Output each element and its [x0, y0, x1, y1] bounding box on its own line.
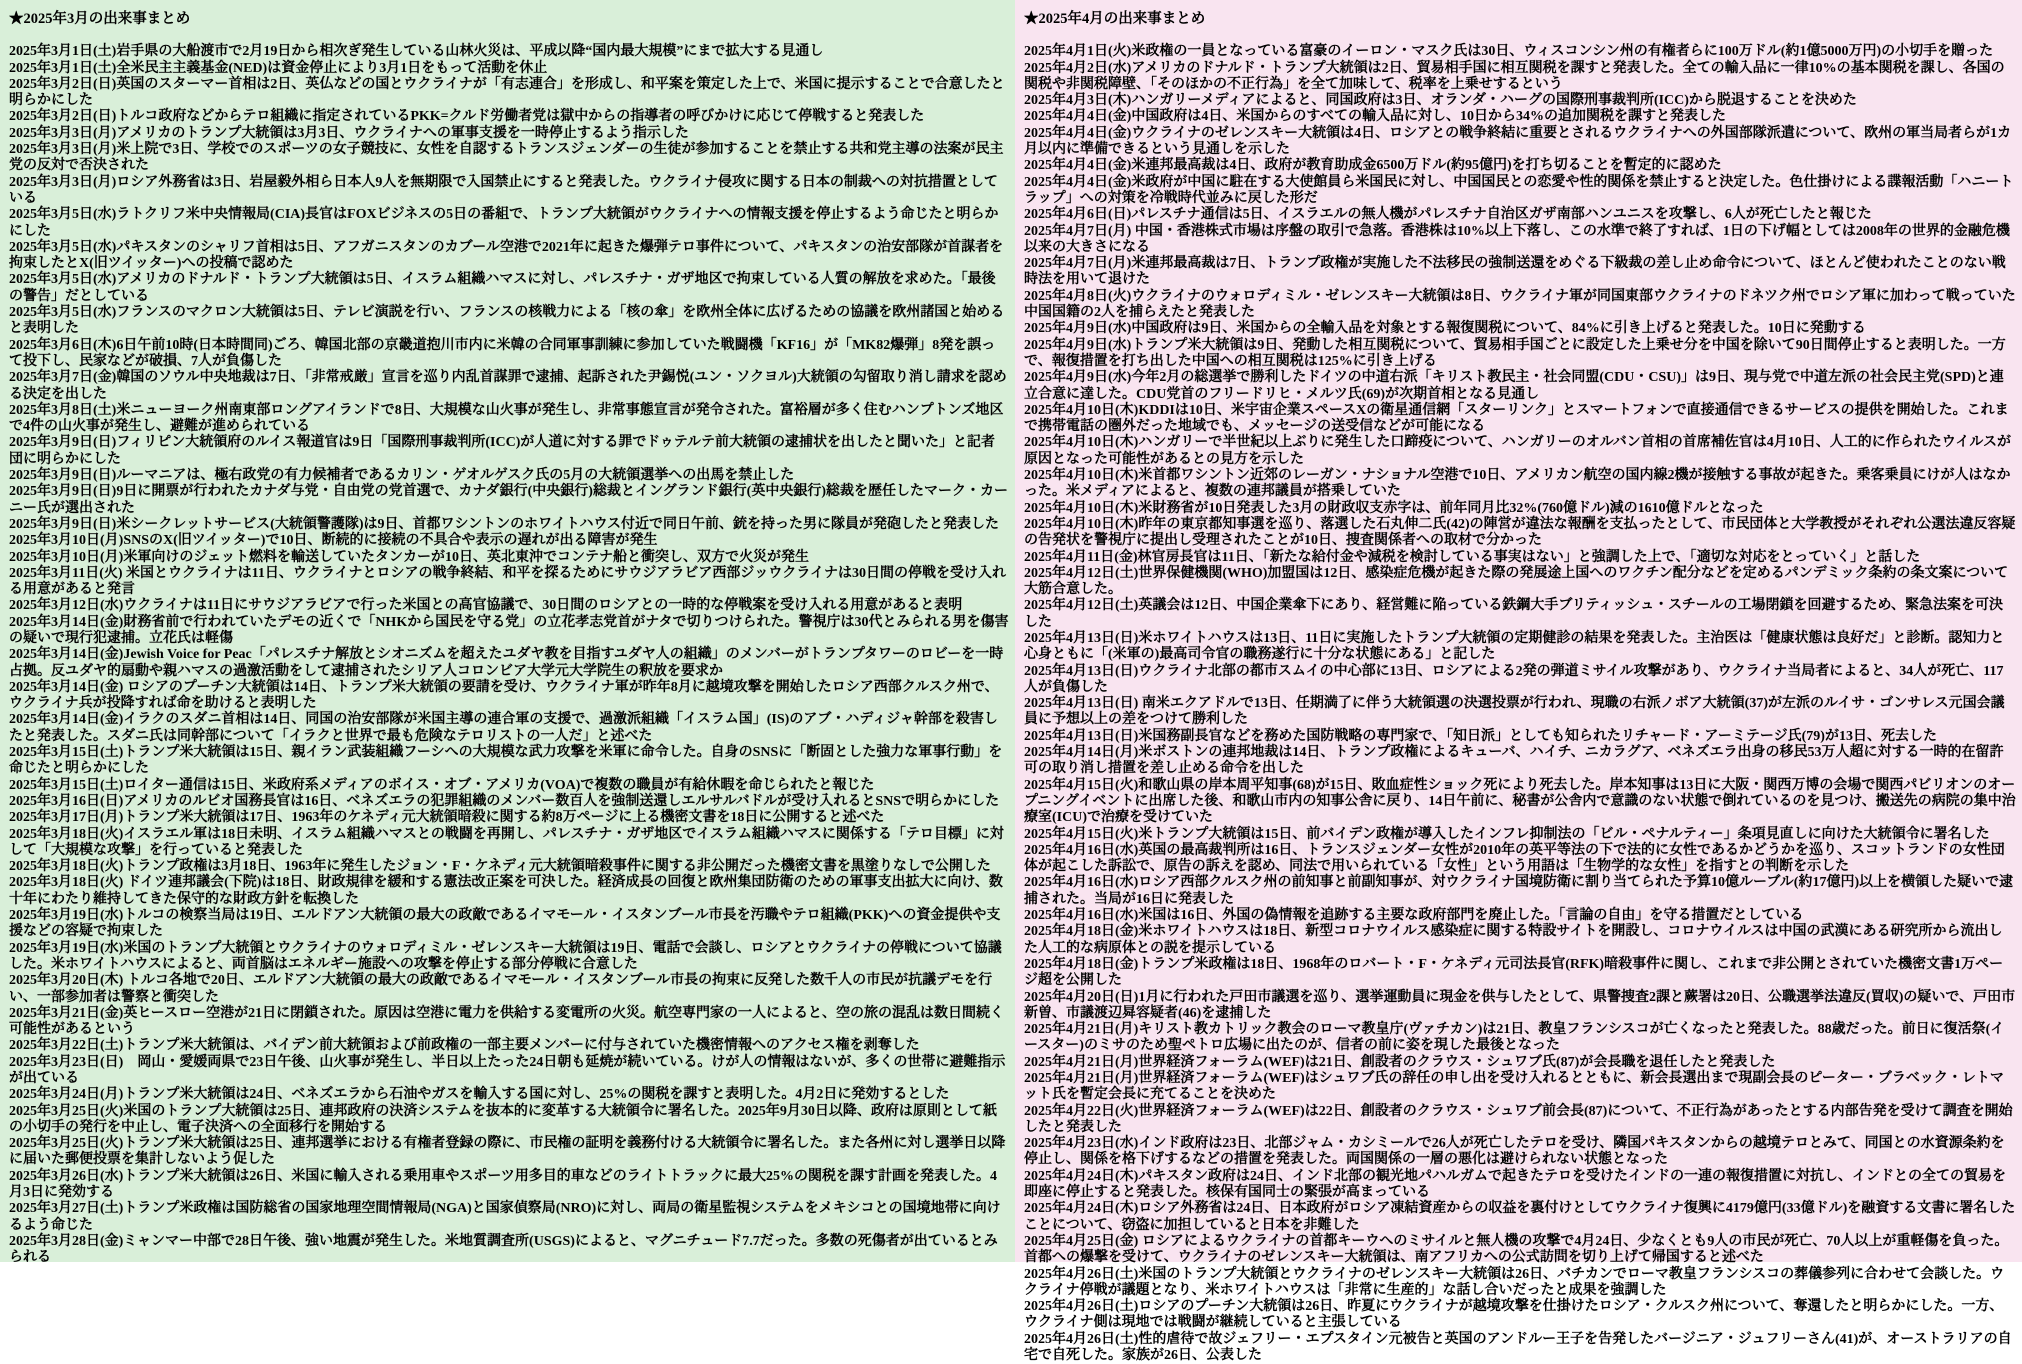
april-column — [1015, 0, 2022, 1364]
event-entry: 2025年3月9日(日)フィリピン大統領府のルイス報道官は9日「国際刑事裁判所(ICC)が人道に対する罪でドゥテルテ前大統領の逮捕状を出したと聞いた」と記者団に明らかにした — [9, 435, 996, 467]
event-entry: 2025年4月26日(土)米国のトランプ大統領とウクライナのゼレンスキー大統領は26日、バチカンでローマ教皇フランシスコの葬儀参列に合わせて会談した。ウクライナ停戦が議題となり、米ホワイトハウスは「非常に生産的」な話し合いだったと成果を強調した — [1024, 1266, 2005, 1298]
event-entry: 2025年4月26日(土)性的虐待で故ジェフリー・エプスタイン元被告と英国のアンドルー王子を告発したバージニア・ジュフリーさん(41)が、オーストラリアの自宅で自死した。家族が26日、公表した — [1024, 1331, 2012, 1364]
event-entry: 2025年3月26日(水)トランプ米大統領は26日、米国に輸入される乗用車やスポーツ用多目的車などのライトトラックに最大25%の関税を課す計画を発表した。4月3日に発効する — [9, 1168, 998, 1201]
event-entry: 2025年3月2日(日)トルコ政府などからテロ組織に指定されているPKK=クルド労働者党は獄中からの指導者の呼びかけに応じて停戦すると発表した — [9, 109, 925, 125]
event-entry: 2025年4月7日(月)米連邦最高裁は7日、トランプ政権が実施した不法移民の強制送還をめぐる下級裁の差し止め命令について、ほとんど使われたことのない戦時法を用いて退けた — [1024, 256, 2006, 288]
event-entry: 2025年4月12日(土)世界保健機関(WHO)加盟国は12日、感染症危機が起きた際の発展途上国へのワクチン配分などを定めるパンデミック条約の条文案について大筋合意した。 — [1024, 565, 2009, 598]
april-entries-list — [1024, 44, 2016, 1364]
event-entry: 2025年4月13日(日) 南米エクアドルで13日、任期満了に伴う大統領選の決選投票が行われ、現職の右派ノボア大統領(37)が左派のルイサ・ゴンサレス元国会議員に予想以上の差をつけて勝利した — [1024, 696, 2005, 728]
event-entry: 2025年4月7日(月) 中国・香港株式市場は序盤の取引で急落。香港株は10%以上下落し、この水準で終了すれば、1日の下げ幅としては2008年の世界的金融危機以来の大きさになる — [1024, 223, 2010, 255]
march-column — [0, 0, 1015, 1266]
event-entry: 2025年3月18日(火)イスラエル軍は18日未明、イスラム組織ハマスとの戦闘を再開し、パレスチナ・ガザ地区でイスラム組織ハマスに関係する「テロ目標」に対して「大規模な攻撃」を行っていると発表した — [9, 826, 1004, 858]
event-entry: 2025年4月1日(火)米政権の一員となっている富豪のイーロン・マスク氏は30日、ウィスコンシン州の有権者らに100万ドル(約1億5000万円)の小切手を贈った — [1024, 44, 1994, 60]
event-entry: 2025年4月4日(金)米政府が中国に駐在する大使館員ら米国民に対し、中国国民との恋愛や性的関係を禁止すると決定した。色仕掛けによる諜報活動「ハニートラップ」への対策を冷戦時代並みに戻した形だ — [1024, 174, 2014, 206]
event-entry: 2025年4月10日(木)KDDIは10日、米宇宙企業スペースXの衛星通信網「スターリンク」とスマートフォンで直接通信できるサービスの提供を開始した。これまで携帯電話の圏外だった地域でも、メッセージの送受信などが可能になる — [1024, 402, 2009, 435]
event-entry: 2025年4月16日(水)ロシア西部クルスク州の前知事と前副知事が、対ウクライナ国境防衛に割り当てられた予算10億ルーブル(約17億円)以上を横領した疑いで逮捕された。当局が16日に発表した — [1024, 875, 2014, 907]
event-entry: 2025年4月9日(水)中国政府は9日、米国からの全輸入品を対象とする報復関税について、84%に引き上げると発表した。10日に発動する — [1024, 321, 1866, 337]
event-entry: 2025年3月18日(火) ドイツ連邦議会(下院)は18日、財政規律を緩和する憲法改正案を可決した。経済成長の回復と欧州集団防衛のための軍事支出拡大に向け、数十年にわたり維持してきた保守的な財政方針を転換した — [9, 875, 1003, 907]
event-entry: 2025年3月5日(水)ラトクリフ米中央情報局(CIA)長官はFOXビジネスの5日の番組で、トランプ大統領がウクライナへの情報支援を停止するよう命じたと明らかにした — [9, 207, 999, 239]
event-entry: 2025年3月27日(土)トランプ米政権は国防総省の国家地理空間情報局(NGA)と国家偵察局(NRO)に対し、両局の衛星監視システムをメキシコとの国境地帯に向けるよう命じた — [9, 1201, 1001, 1233]
event-entry: 2025年4月8日(火)ウクライナのウォロディミル・ゼレンスキー大統領は8日、ウクライナ軍が同国東部ウクライナのドネツク州でロシア軍に加わって戦っていた中国国籍の2人を捕らえたと発表した — [1024, 288, 2016, 321]
event-entry: 2025年4月16日(水)英国の最高裁判所は16日、トランスジェンダー女性が2010年の英平等法の下で法的に女性であるかどうかを巡り、スコットランドの女性団体が起こした訴訟で、原告の訴えを認め、同法で用いられている「女性」という用語は「生物学的な女性」を指すとの判断を示した — [1024, 842, 2005, 875]
event-entry: 2025年4月4日(金)米連邦最高裁は4日、政府が教育助成金6500万ドル(約95億円)を打ち切ることを暫定的に認めた — [1024, 158, 1722, 174]
event-entry: 2025年3月6日(木)6日午前10時(日本時間同)ごろ、韓国北部の京畿道抱川市内に米韓の合同軍事訓練に参加していた戦闘機「KF16」が「MK82爆弾」8発を誤って投下し、民家などが破損、7人が負傷した — [9, 337, 996, 369]
event-entry: 2025年3月14日(金) ロシアのプーチン大統領は14日、トランプ米大統領の要請を受け、ウクライナ軍が昨年8月に越境攻撃を開始したロシア西部クルスク州で、ウクライナ兵が投降すれば命を助けると表明した — [9, 679, 999, 712]
event-entry: 2025年4月10日(木)ハンガリーで半世紀以上ぶりに発生した口蹄疫について、ハンガリーのオルバン首相の首席補佐官は4月10日、人工的に作られたウイルスが原因となった可能性があるとの見方を示した — [1024, 435, 2011, 467]
event-entry: 2025年3月15日(土)トランプ米大統領は15日、親イラン武装組織フーシへの大規模な武力攻撃を米軍に命令した。自身のSNSに「断固とした強力な軍事行動」を命じたと明らかにした — [9, 745, 1003, 777]
april-column-title: ★2025年4月の出来事まとめ — [1024, 11, 1206, 27]
event-entry: 2025年4月3日(木)ハンガリーメディアによると、同国政府は3日、オランダ・ハーグの国際刑事裁判所(ICC)から脱退することを決めた — [1024, 93, 1857, 109]
event-entry: 2025年3月3日(月)アメリカのトランプ大統領は3月3日、ウクライナへの軍事支援を一時停止するよう指示した — [9, 125, 689, 141]
event-entry: 2025年4月23日(水)インド政府は23日、北部ジャム・カシミールで26人が死亡したテロを受け、隣国パキスタンからの越境テロとみて、同国との水資源条約を停止し、関係を格下げするなどの措置を発表した。両国関係の一層の悪化は避けられない状態となった — [1024, 1136, 2005, 1168]
event-entry: 2025年4月2日(水)アメリカのドナルド・トランプ大統領は2日、貿易相手国に相互関税を課すと発表した。全ての輸入品に一律10%の基本関税を課し、各国の関税や非関税障壁、「そのほかの不正行為」を全て加味して、税率を上乗せするという — [1024, 60, 2005, 92]
event-entry: 2025年3月19日(水)米国のトランプ大統領とウクライナのウォロディミル・ゼレンスキー大統領は19日、電話で会談し、ロシアとウクライナの停戦について協議した。米ホワイトハウスによると、両首脳はエネルギー施設への攻撃を停止する部分停戦に合意した — [9, 940, 1002, 972]
event-entry: 2025年3月25日(火)米国のトランプ大統領は25日、連邦政府の決済システムを抜本的に変革する大統領令に署名した。2025年9月30日以降、政府は原則として紙の小切手の発行を中止し、電子決済への全面移行を開始する — [9, 1103, 997, 1135]
event-entry: 2025年3月19日(水)トルコの検察当局は19日、エルドアン大統領の最大の政敵であるイマモール・イスタンブール市長を汚職やテロ組織(PKK)への資金提供や支援などの容疑で拘束した — [9, 908, 1001, 940]
event-entry: 2025年4月13日(日)米ホワイトハウスは13日、11日に実施したトランプ大統領の定期健診の結果を発表した。主治医は「健康状態は良好だ」と診断。認知力と心身ともに「(米軍の)最高司令官の職務遂行に十分な状態にある」と記した — [1024, 630, 2005, 663]
event-entry: 2025年3月21日(金)英ヒースロー空港が21日に閉鎖された。原因は空港に電力を供給する変電所の火災。航空専門家の一人によると、空の旅の混乱は数日間続く可能性があるという — [9, 1005, 1005, 1038]
event-entry: 2025年4月24日(木)ロシア外務省は24日、日本政府がロシア凍結資産からの収益を裏付けとしてウクライナ復興に4179億円(33億ドル)を融資する文書に署名したことについて、窃盗に加担していると日本を非難した — [1024, 1201, 2016, 1233]
event-entry: 2025年4月20日(日)1月に行われた戸田市議選を巡り、選挙運動員に現金を供与したとして、県警捜査2課と蕨署は20日、公職選挙法違反(買収)の疑いで、戸田市新曽、市議渡辺曻容疑者(46)を逮捕した — [1024, 989, 2016, 1021]
event-entry: 2025年3月14日(金)イラクのスダニ首相は14日、同国の治安部隊が米国主導の連合軍の支援で、過激派組織「イスラム国」(IS)のアブ・ハディジャ幹部を殺害したと発表した。スダニ氏は同幹部について「イラクと世界で最も危険なテロリストの一人だ」と述べた — [9, 712, 998, 744]
event-entry: 2025年4月4日(金)中国政府は4日、米国からのすべての輸入品に対し、10日から34%の追加関税を課すと発表した — [1024, 109, 1727, 125]
event-entry: 2025年4月15日(火)和歌山県の岸本周平知事(68)が15日、敗血症性ショック死により死去した。岸本知事は13日に大阪・関西万博の会場で関西パビリオンのオープニングイベントに出席した後、和歌山市内の知事公舎に戻り、14日午前に、秘書が公舎内で意識のない状態で倒れているのを見つけ、搬送先の病院の集中治療室(ICU)で治療を受けていた — [1024, 777, 2016, 826]
event-entry: 2025年3月5日(水)フランスのマクロン大統領は5日、テレビ演説を行い、フランスの核戦力による「核の傘」を欧州全体に広げるための協議を欧州諸国と始めると表明した — [9, 305, 1005, 337]
event-entry: 2025年4月21日(月)世界経済フォーラム(WEF)は21日、創設者のクラウス・シュワブ氏(87)が会長職を退任したと発表した — [1024, 1054, 1776, 1070]
event-entry: 2025年4月13日(日)米国務副長官などを務めた国防戦略の専門家で、「知日派」としても知られたリチャード・アーミテージ氏(79)が13日、死去した — [1024, 728, 1937, 744]
march-entries-list — [9, 44, 1009, 1266]
event-entry: 2025年3月5日(水)アメリカのドナルド・トランプ大統領は5日、イスラム組織ハマスに対し、パレスチナ・ガザ地区で拘束している人質の解放を求めた。「最後の警告」だとしている — [9, 272, 996, 304]
event-entry: 2025年4月21日(月)キリスト教カトリック教会のローマ教皇庁(ヴァチカン)は21日、教皇フランシスコが亡くなったと発表した。88歳だった。前日に復活祭(イースター)のミサのため聖ペトロ広場に出たのが、信者の前に姿を現した最後となった — [1024, 1022, 2005, 1054]
event-entry: 2025年3月9日(日)9日に開票が行われたカナダ与党・自由党の党首選で、カナダ銀行(中央銀行)総裁とイングランド銀行(英中央銀行)総裁を歴任したマーク・カーニー氏が選出された — [9, 484, 1009, 516]
event-entry: 2025年3月25日(火)トランプ米大統領は25日、連邦選挙における有権者登録の際に、市民権の証明を義務付ける大統領令に署名した。また各州に対し選挙日以降に届いた郵便投票を集計しないよう促した — [9, 1136, 1006, 1168]
event-entry: 2025年4月18日(金)米ホワイトハウスは18日、新型コロナウイルス感染症に関する特設サイトを開設し、コロナウイルスは中国の武漢にある研究所から流出した人工的な病原体との説を提示している — [1024, 924, 2003, 956]
event-entry: 2025年4月10日(木)米財務省が10日発表した3月の財政収支赤字は、前年同月比32%(760億ドル)減の1610億ドルとなった — [1024, 500, 1764, 516]
event-entry: 2025年4月10日(木)米首都ワシントン近郊のレーガン・ナショナル空港で10日、アメリカン航空の国内線2機が接触する事故が起きた。乗客乗員にけが人はなかった。米メディアによると、複数の連邦議員が搭乗していた — [1024, 468, 2011, 500]
event-entry: 2025年3月10日(月)米軍向けのジェット燃料を輸送していたタンカーが10日、英北東沖でコンテナ船と衝突し、双方で火災が発生 — [9, 549, 810, 565]
event-entry: 2025年3月17日(月)トランプ米大統領は17日、1963年のケネディ元大統領暗殺に関する約8万ページに上る機密文書を18日に公開すると述べた — [9, 810, 885, 826]
event-entry: 2025年3月28日(金)ミャンマー中部で28日午後、強い地震が発生した。米地質調査所(USGS)によると、マグニチュード7.7だった。多数の死傷者が出ているとみられる — [9, 1233, 998, 1266]
event-entry: 2025年3月11日(火) 米国とウクライナは11日、ウクライナとロシアの戦争終結、和平を探るためにサウジアラビア西部ジッウクライナは30日間の停戦を受け入れる用意があると発言 — [9, 565, 1007, 598]
event-entry: 2025年3月14日(金)Jewish Voice for Peac「パレスチナ解放とシオニズムを超えたユダヤ教を目指すユダヤ人の組織」のメンバーがトランプタワーのロビーを一時占拠。反ユダヤ的扇動や親ハマスの過激活動をして逮捕されたシリア人コロンビア大学元大学院生の釈放を要求か — [9, 647, 1004, 679]
event-entry: 2025年4月4日(金)ウクライナのゼレンスキー大統領は4日、ロシアとの戦争終結に重要とされるウクライナへの外国部隊派遣について、欧州の軍当局者らが1カ月以内に準備できるという見通しを示した — [1024, 125, 2012, 158]
event-entry: 2025年4月26日(土)ロシアのプーチン大統領は26日、昨夏にウクライナが越境攻撃を仕掛けたロシア・クルスク州について、奪還したと明らかにした。一方、ウクライナ側は現地では戦闘が継続していると主張している — [1024, 1299, 2004, 1331]
event-entry: 2025年4月21日(月)世界経済フォーラム(WEF)はシュワブ氏の辞任の申し出を受け入れるとともに、新会長選出まで現副会長のピーター・ブラベック・レトマット氏を暫定会長に充てることを決めた — [1024, 1071, 2004, 1103]
event-entry: 2025年3月10日(月)SNSのX(旧ツイッター)で10日、断続的に接続の不具合や表示の遅れが出る障害が発生 — [9, 533, 658, 549]
event-entry: 2025年3月20日(木) トルコ各地で20日、エルドアン大統領の最大の政敵であるイマモール・イスタンブール市長の拘束に反発した数千人の市民が抗議デモを行い、一部参加者は警察と衝突した — [9, 973, 993, 1005]
event-entry: 2025年3月1日(土)全米民主主義基金(NED)は資金停止により3月1日をもって活動を休止 — [9, 60, 548, 76]
event-entry: 2025年3月12日(水)ウクライナは11日にサウジアラビアで行った米国との高官協議で、30日間のロシアとの一時的な停戦案を受け入れる用意があると表明 — [9, 598, 963, 614]
event-entry: 2025年3月14日(金)財務省前で行われていたデモの近くで「NHKから国民を守る党」の立花孝志党首がナタで切りつけられた。警視庁は30代とみられる男を傷害の疑いで現行犯逮捕。立花氏は軽傷 — [9, 614, 1009, 646]
event-entry: 2025年3月2日(日)英国のスターマー首相は2日、英仏などの国とウクライナが「有志連合」を形成し、和平案を策定した上で、米国に提示することで合意したと明らかにした — [9, 76, 1005, 109]
event-entry: 2025年3月9日(日)ルーマニアは、極右政党の有力候補者であるカリン・ゲオルゲスク氏の5月の大統領選挙への出馬を禁止した — [9, 468, 795, 484]
event-entry: 2025年4月6日(日)パレスチナ通信は5日、イスラエルの無人機がパレスチナ自治区ガザ南部ハンユニスを攻撃し、6人が死亡したと報じた — [1024, 207, 1872, 223]
event-entry: 2025年4月11日(金)林官房長官は11日、「新たな給付金や減税を検討している事実はない」と強調した上で、「適切な対応をとっていく」と話した — [1024, 549, 1921, 565]
event-entry: 2025年4月16日(水)米国は16日、外国の偽情報を追跡する主要な政府部門を廃止した。「言論の自由」を守る措置だとしている — [1024, 908, 1804, 924]
event-entry: 2025年4月18日(金)トランプ米政権は18日、1968年のロバート・F・ケネディ元司法長官(RFK)暗殺事件に関し、これまで非公開とされていた機密文書1万ページ超を公開した — [1024, 956, 2004, 989]
event-entry: 2025年4月9日(水)トランプ米大統領は9日、発動した相互関税について、貿易相手国ごとに設定した上乗せ分を中国を除いて90日間停止すると表明した。一方で、報復措置を打ち出した中国への相互関税は125%に引き上げる — [1024, 337, 2006, 369]
event-entry: 2025年4月10日(木)昨年の東京都知事選を巡り、落選した石丸伸二氏(42)の陣営が違法な報酬を支払ったとして、市民団体と大学教授がそれぞれ公選法違反容疑の告発状を警視庁に提出し受理されたことが10日、捜査関係者への取材で分かった — [1024, 516, 2016, 549]
event-entry: 2025年3月3日(月)ロシア外務省は3日、岩屋毅外相ら日本人9人を無期限で入国禁止にすると発表した。ウクライナ侵攻に関する日本の制裁への対抗措置としている — [9, 174, 998, 206]
event-entry: 2025年4月9日(水)今年2月の総選挙で勝利したドイツの中道右派「キリスト教民主・社会同盟(CDU・CSU)」は9日、現与党で中道左派の社会民主党(SPD)と連立合意に達した。CDU党首のフリードリヒ・メルツ氏(69)が次期首相となる見通し — [1024, 370, 2004, 402]
event-entry: 2025年3月24日(月)トランプ米大統領は24日、ベネズエラから石油やガスを輸入する国に対し、25%の関税を課すと表明した。4月2日に発効するとした — [9, 1087, 950, 1103]
event-entry: 2025年4月14日(月)米ボストンの連邦地裁は14日、トランプ政権によるキューバ、ハイチ、ニカラグア、ベネズエラ出身の移民53万人超に対する一時的在留許可の取り消し措置を差し止める命令を出した — [1024, 745, 2004, 777]
event-entry: 2025年3月18日(火)トランプ政権は3月18日、1963年に発生したジョン・F・ケネディ元大統領暗殺事件に関する非公開だった機密文書を黒塗りなしで公開した — [9, 859, 991, 875]
event-entry: 2025年3月8日(土)米ニューヨーク州南東部ロングアイランドで8日、大規模な山火事が発生し、非常事態宣言が発令された。富裕層が多く住むハンプトンズ地区で4件の山火事が発生し、避難が進められている — [9, 402, 1004, 435]
event-entry: 2025年3月5日(水)パキスタンのシャリフ首相は5日、アフガニスタンのカブール空港で2021年に起きた爆弾テロ事件について、パキスタンの治安部隊が首謀者を拘束したとX(旧ツイッター)への投稿で認めた — [9, 239, 1004, 272]
event-entry: 2025年3月15日(土)ロイター通信は15日、米政府系メディアのボイス・オブ・アメリカ(VOA)で複数の職員が有給休暇を命じられたと報じた — [9, 777, 875, 793]
event-entry: 2025年3月23日(日) 岡山・愛媛両県で23日午後、山火事が発生し、半日以上たった24日朝も延焼が続いている。けが人の情報はないが、多くの世帯に避難指示が出ている — [9, 1054, 1006, 1086]
event-entry: 2025年4月13日(日)ウクライナ北部の都市スムイの中心部に13日、ロシアによる2発の弾道ミサイル攻撃があり、ウクライナ当局者によると、34人が死亡、117人が負傷した — [1024, 663, 2004, 695]
event-entry: 2025年4月12日(土)英議会は12日、中国企業傘下にあり、経営難に陥っている鉄鋼大手ブリティッシュ・スチールの工場閉鎖を回避するため、緊急法案を可決した — [1024, 598, 2003, 630]
event-entry: 2025年3月9日(日)米シークレットサービス(大統領警護隊)は9日、首都ワシントンのホワイトハウス付近で同日午前、銃を持った男に隊員が発砲したと発表した — [9, 516, 1000, 532]
event-entry: 2025年4月24日(木)パキスタン政府は24日、インド北部の観光地パハルガムで起きたテロを受けたインドの一連の報復措置に対抗し、インドとの全ての貿易を即座に停止すると発表した。核保有国同士の緊張が高まっている — [1024, 1168, 2007, 1201]
march-column-title: ★2025年3月の出来事まとめ — [9, 11, 191, 27]
event-entry: 2025年3月22日(土)トランプ米大統領は、バイデン前大統領および前政権の一部主要メンバーに付与されていた機密情報へのアクセス権を剥奪した — [9, 1038, 920, 1054]
event-entry: 2025年3月1日(土)岩手県の大船渡市で2月19日から相次ぎ発生している山林火災は、平成以降“国内最大規模”にまで拡大する見通し — [9, 44, 824, 60]
event-entry: 2025年3月16日(日)アメリカのルビオ国務長官は16日、ベネズエラの犯罪組織のメンバー数百人を強制送還しエルサルバドルが受け入れるとSNSで明らかにした — [9, 793, 1000, 809]
event-entry: 2025年4月22日(火)世界経済フォーラム(WEF)は22日、創設者のクラウス・シュワブ前会長(87)について、不正行為があったとする内部告発を受けて調査を開始したと発表した — [1024, 1103, 2013, 1135]
event-entry: 2025年4月25日(金) ロシアによるウクライナの首都キーウへのミサイルと無人機の攻撃で4月24日、少なくとも9人の市民が死亡、70人以上が重軽傷を負った。首都への爆撃を受けて、ウクライナのゼレンスキー大統領は、南アフリカへの公式訪問を切り上げて帰国すると述べた — [1024, 1233, 2009, 1266]
event-entry: 2025年3月3日(月)米上院で3日、学校でのスポーツの女子競技に、女性を自認するトランスジェンダーの生徒が参加することを禁止する共和党主導の法案が民主党の反対で否決された — [9, 142, 1004, 174]
event-entry: 2025年4月15日(火)米トランプ大統領は15日、前バイデン政権が導入したインフレ抑制法の「ビル・ペナルティー」条項見直しに向けた大統領令に署名した — [1024, 826, 1990, 842]
event-entry: 2025年3月7日(金)韓国のソウル中央地裁は7日、「非常戒厳」宣言を巡り内乱首謀罪で逮捕、起訴された尹錫悦(ユン・ソクヨル)大統領の勾留取り消し請求を認める決定を出した — [9, 370, 1007, 402]
